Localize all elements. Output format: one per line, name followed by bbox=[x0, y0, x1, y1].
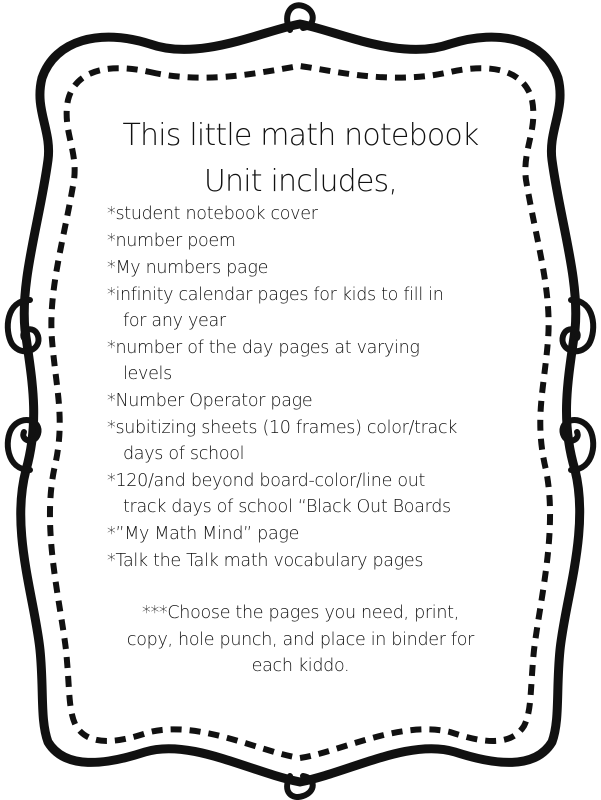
list-item: *number of the day pages at varying bbox=[107, 338, 420, 358]
note-line-2: copy, hole punch, and place in binder for bbox=[126, 630, 475, 650]
list-item: *number poem bbox=[107, 231, 236, 251]
list-item: *student notebook cover bbox=[107, 204, 318, 224]
list-item: *Talk the Talk math vocabulary pages bbox=[107, 551, 424, 571]
list-item: *120/and beyond board-color/line out bbox=[107, 471, 426, 491]
list-item-continuation: for any year bbox=[123, 311, 226, 331]
list-item-continuation: days of school bbox=[123, 444, 245, 464]
note-line-3: each kiddo. bbox=[251, 656, 350, 676]
list-item-continuation: track days of school “Black Out Boards bbox=[123, 497, 451, 517]
list-item: *subitizing sheets (10 frames) color/track bbox=[107, 418, 458, 438]
list-item-continuation: levels bbox=[123, 364, 172, 384]
list-item: *Number Operator page bbox=[107, 391, 313, 411]
note-line-1: ***Choose the pages you need, print, bbox=[142, 603, 459, 623]
list-item: *My numbers page bbox=[107, 258, 269, 278]
title-line-2: Unit includes, bbox=[203, 164, 398, 199]
title-line-1: This little math notebook bbox=[122, 118, 479, 153]
list-item: *infinity calendar pages for kids to fill in bbox=[107, 285, 444, 305]
list-item: *”My Math Mind” page bbox=[107, 524, 300, 544]
